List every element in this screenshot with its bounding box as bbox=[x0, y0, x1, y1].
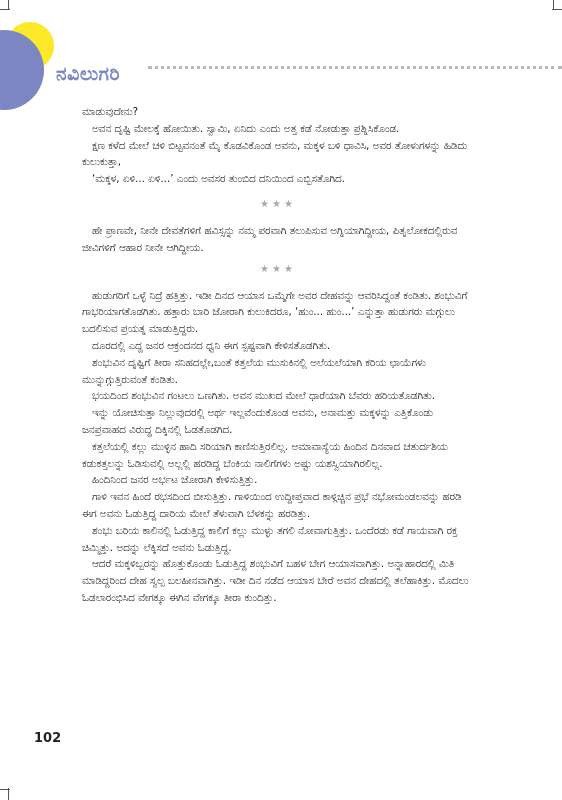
crop-mark-bottom-left-h bbox=[0, 789, 10, 790]
paragraph: ‘ಮಕ್ಕಳ, ಏಳಿ... ಏಳಿ...’ ಎಂದು ಅವಸರ ತುಂಬಿದ ದನಿಯಿಂದ ಎಬ್ಬಿಸತೊಗಿದ. bbox=[92, 173, 345, 186]
section-separator: ★★★ bbox=[260, 198, 296, 210]
paragraph: ದೂರದಲ್ಲಿ ಎದ್ದ ಜನರ ಆಕ್ರಂದನದ ಧ್ವನಿ ಈಗ ಸ್ಪಷ್ಟವಾಗಿ ಕೇಳಿಸತೊಡಗಿತು. bbox=[92, 339, 331, 352]
paragraph: ಹಿಂದಿನಿಂದ ಜನರ ಅರ್ಭಟ ಜೋರಾಗಿ ಕೇಳಿಸುತ್ತಿತ್ತು. bbox=[92, 474, 258, 487]
paragraph: ಕ್ಷಣ ಕಳೆದ ಮೇಲೆ ಚಳಿ ಬಿಟ್ಟವನಂತೆ ಮೈ ಕೊಡವಿಕೊಂಡ ಅವನು, ಮಕ್ಕಳ ಬಳಿ ಧಾವಿಸಿ, ಅವರ ತೋಳುಗಳನ್ನು ಹಿಡಿದು ಕುಲುಕುತ್ತಾ, bbox=[82, 139, 468, 169]
paragraph: ಆದರೆ ಮಕ್ಕಳಿಬ್ಬರನ್ನು ಹೊತ್ತುಕೊಂಡು ಓಡುತ್ತಿದ್ದ ಶಂಭುವಿಗೆ ಬಹಳ ಬೇಗ ಆಯಾಸವಾಗಿತ್ತು. ಅನ್ನಾಹಾರದಲ್ಲಿ ಮಿತಿ ಮಾಡಿದ್ದರಿಂದ ದೇಹ ಸ್ವಲ್ಪ ಬಲಹೀನವಾಗಿತ್ತು. ಇಡೀ ದಿನ ನಡೆದ ಆಯಾಸ ಬೇರೆ ಅವನ ದೇಹದಲ್ಲಿ ತಲೆಹಾಕಿತ್ತು. ಮೊದಲು ಓಡಲಾರಂಭಿಸಿದ ವೇಗಕ್ಕೂ ಈಗಿನ ವೇಗಕ್ಕೂ ತೀರಾ ಕುಂದಿತ್ತು. bbox=[82, 558, 469, 604]
page-number: 102 bbox=[34, 731, 62, 746]
paragraph: ಭಯದಿಂದ ಶಂಭುವಿನ ಗಂಟಲು ಒಣಗಿತು. ಅವನ ಮುಖದ ಮೇಲೆ ಧಾರೆಯಾಗಿ ಬೆವರು ಹರಿಯತೊಡಗಿತು. bbox=[92, 390, 435, 403]
paragraph: ಇನ್ನು ಯೋಚಿಸುತ್ತಾ ನಿಲ್ಲುವುದರಲ್ಲಿ ಅರ್ಥ ಇಲ್ಲವೆಂದುಕೊಂಡ ಅವನು, ಅನಾಮತ್ತು ಮಕ್ಕಳನ್ನು ಎತ್ತಿಕೊಂಡು ಜನಪ್ರವಾಹದ ವಿರುದ್ಧ ದಿಕ್ಕಿನಲ್ಲಿ ಓಡತೊಡಗಿದ. bbox=[82, 407, 434, 436]
section-separator: ★★★ bbox=[260, 263, 296, 275]
paragraph: ಶಂಭು ಬರಿಯ ಕಾಲಿನಲ್ಲಿ ಓಡುತ್ತಿದ್ದ ಕಾಲಿಗೆ ಕಲ್ಲು ಮುಳ್ಳು ತಗಲಿ ನೋವಾಗುತ್ತಿತ್ತು. ಒಂದೆರಡು ಕಡೆ ಗಾಯವಾಗಿ ರಕ್ತ ಚಿಮ್ಮಿತ್ತು. ಅದನ್ನು ಲೆಕ್ಕಿಸದೆ ಅವನು ಓಡುತ್ತಿದ್ದ. bbox=[82, 524, 458, 554]
paragraph: ಗಾಳಿ ಇವನ ಹಿಂದೆ ರಭಸದಿಂದ ಬೀಸುತ್ತಿತ್ತು. ಗಾಳಿಯಿಂದ ಉದ್ದೀಪ್ತವಾದ ಕಾಳ್ಗಿಚ್ಚಿನ ಪ್ರಭೆ ನಭೋಮಂಡಲವನ್ನು ಹರಡಿ ಈಗ ಅವನು ಓಡುತ್ತಿದ್ದ ದಾರಿಯ ಮೇಲೆ ತೆಳುವಾಗಿ ಬೆಳಕನ್ನು ಹರಡಿತ್ತು. bbox=[82, 491, 462, 520]
paragraph: ಕತ್ತಲೆಯಲ್ಲಿ ಕಲ್ಲು ಮುಳ್ಳಿನ ಹಾದಿ ಸರಿಯಾಗಿ ಕಾಣಿಸುತ್ತಿರಲಿಲ್ಲ. ಅಮಾವಾಸ್ಯೆಯ ಹಿಂದಿನ ದಿನವಾದ ಚತುರ್ದಶಿಯ ಕಡುಕತ್ತಲನ್ನು ಓಡಿಸುವಲ್ಲಿ ಅಲ್ಲಲ್ಲಿ ಹರಡಿದ್ದ ಬೆಂಕಿಯ ನಾಲಿಗೆಗಳು ಅಷ್ಟು ಯಶಸ್ವಿಯಾಗಿರಲಿಲ್ಲ. bbox=[82, 440, 448, 470]
paragraph: ಅವನ ದೃಷ್ಟಿ ಮೇಲಕ್ಕೆ ಹೋಯಿತು. ಸ್ವಾಮಿ, ಏನಿದು ಎಂದು ಅತ್ತ ಕಡೆ ನೋಡುತ್ತಾ ಪ್ರಶ್ನಿಸಿಕೊಂಡ. bbox=[92, 122, 400, 135]
paragraph: ಶಂಭುವಿನ ದೃಷ್ಟಿಗೆ ತೀರಾ ಸನಿಹದಲ್ಲೇ,ಬಂತೆ ಕತ್ತಲೆಯ ಮುಸುಕಿನಲ್ಲಿ ಅಲೆಯಲೆಯಾಗಿ ಕರಿಯ ಛಾಯೆಗಳು ಮುನ್ನುಗ್ಗುತ್ತಿರುವಂತೆ ಕಂಡಿತು. bbox=[82, 356, 426, 386]
crop-mark-top-left-h bbox=[0, 9, 10, 10]
paragraph: ಹೇ ಪ್ರಾಣವೇ, ನೀನೇ ದೇವತೆಗಳಿಗೆ ಹವಿಸ್ಸನ್ನು ನಮ್ಮ ಪರವಾಗಿ ತಲುಪಿಸುವ ಅಗ್ನಿಯಾಗಿದ್ದೀಯ, ಪಿತೃಲೋಕದಲ್ಲಿರುವ ಜೀವಿಗಳಿಗೆ ಆಹಾರ ನೀನೇ ಆಗಿದ್ದೀಯ. bbox=[82, 224, 458, 254]
crop-mark-top-right-h bbox=[552, 9, 562, 10]
page-body bbox=[82, 104, 474, 607]
header-dotted-rule bbox=[148, 66, 562, 69]
paragraph: ಹುಡುಗರಿಗೆ ಒಳ್ಳೆ ನಿದ್ರೆ ಹತ್ತಿತ್ತು. ಇಡೀ ದಿನದ ಆಯಾಸ ಒಮ್ಮೆಗೇ ಅವರ ದೇಹವನ್ನು ಆವರಿಸಿದ್ದಂತೆ ಕಂಡಿತು. ಶಂಭುವಿಗೆ ಗಾಭರಿಯಾಗತೊಡಗಿತು. ಹತ್ತಾರು ಬಾರಿ ಜೋರಾಗಿ ಕುಲುಕಿದರೂ, ‘ಹುಂ... ಹುಂ...’ ಎನ್ನುತ್ತಾ ಹುಡುಗರು ಮಗ್ಗುಲು ಬದಲಿಸುವ ಪ್ರಯತ್ನ ಮಾಡುತ್ತಿದ್ದರು. bbox=[82, 289, 468, 336]
paragraph: ಮಾಡುವುದೇನು? bbox=[82, 106, 139, 118]
running-header-title: ನವಿಲುಗರಿ bbox=[56, 63, 120, 85]
